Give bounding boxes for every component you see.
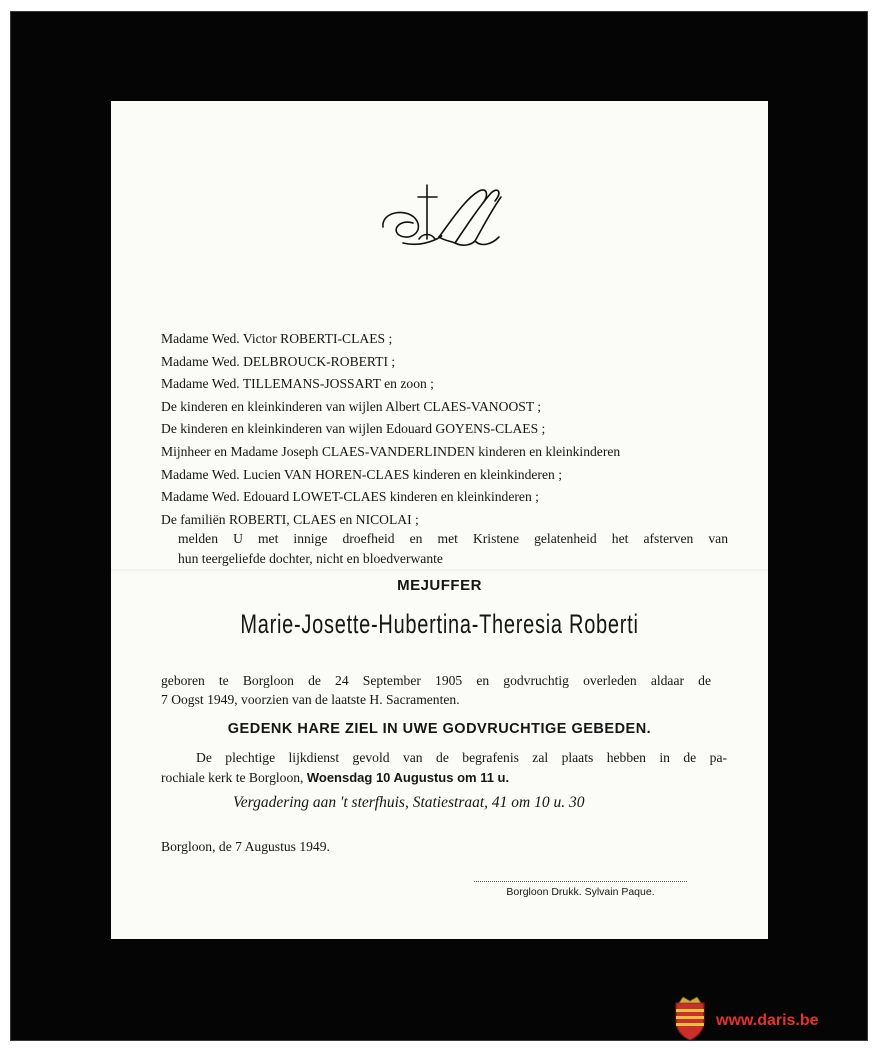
prayer-request: GEDENK HARE ZIEL IN UWE GODVRUCHTIGE GEBEDEN. bbox=[227, 721, 652, 737]
website-watermark[interactable]: www.daris.be bbox=[716, 1012, 819, 1029]
deceased-name: Marie-Josette-Hubertina-Theresia Roberti bbox=[240, 609, 639, 639]
mourner-line: De kinderen en kleinkinderen van wijlen Edouard GOYENS-CLAES ; bbox=[161, 421, 546, 437]
mourner-line: Madame Wed. Lucien VAN HOREN-CLAES kinderen en kleinkinderen ; bbox=[161, 466, 562, 482]
mourner-line: Madame Wed. Edouard LOWET-CLAES kinderen en kleinkinderen ; bbox=[161, 489, 539, 505]
announcement-text bbox=[178, 529, 728, 569]
funeral-location: rochiale kerk te Borgloon, bbox=[161, 770, 307, 785]
announcement-line-2: hun teergeliefde dochter, nicht en bloedverwante bbox=[178, 551, 443, 566]
honorific-title: MEJUFFER bbox=[397, 577, 482, 594]
meeting-notice: Vergadering aan 't sterfhuis, Statiestraat, 41 om 10 u. 30 bbox=[233, 794, 585, 811]
birth-line-2: 7 Oogst 1949, voorzien van de laatste H. Sacramenten. bbox=[161, 692, 460, 707]
birth-line-1: geboren te Borgloon de 24 September 1905 en godvruchtig overleden aldaar de bbox=[161, 673, 711, 688]
cross-m-monogram-icon bbox=[379, 181, 509, 261]
funeral-date-time: Woensdag 10 Augustus om 11 u. bbox=[306, 770, 510, 785]
mourner-line: De familiën ROBERTI, CLAES en NICOLAI ; bbox=[161, 511, 419, 527]
mourner-line: Madame Wed. DELBROUCK-ROBERTI ; bbox=[161, 353, 396, 369]
mourning-card bbox=[111, 101, 768, 939]
birth-death-text bbox=[161, 671, 711, 709]
mourners-list bbox=[161, 328, 761, 531]
mourner-line: Mijnheer en Madame Joseph CLAES-VANDERLINDEN kinderen en kleinkinderen bbox=[161, 443, 621, 459]
card-fold-line bbox=[111, 569, 768, 573]
place-date-line: Borgloon, de 7 Augustus 1949. bbox=[161, 839, 330, 854]
funeral-line-1: De plechtige lijkdienst gevold van de begrafenis zal plaats hebben in de pa- bbox=[196, 750, 727, 765]
mourner-line: Madame Wed. Victor ROBERTI-CLAES ; bbox=[161, 331, 393, 346]
mourner-line: De kinderen en kleinkinderen van wijlen Albert CLAES-VANOOST ; bbox=[161, 398, 542, 414]
funeral-details bbox=[161, 748, 727, 788]
printer-credit: Borgloon Drukk. Sylvain Paque. bbox=[474, 881, 687, 898]
mourner-line: Madame Wed. TILLEMANS-JOSSART en zoon ; bbox=[161, 376, 434, 392]
heraldic-shield-icon bbox=[673, 995, 707, 1041]
funeral-line-2 bbox=[161, 768, 727, 788]
announcement-line-1: melden U met innige droefheid en met Kristene gelatenheid het afsterven van bbox=[178, 531, 728, 546]
